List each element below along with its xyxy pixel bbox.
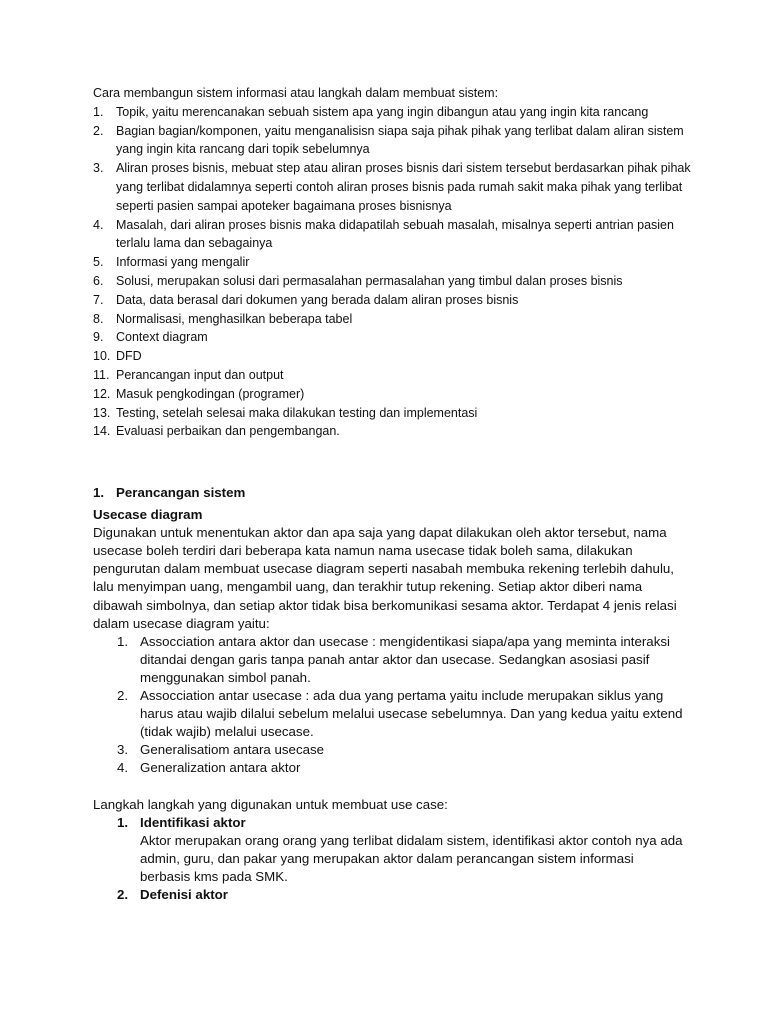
list-item: 8. Normalisasi, menghasilkan beberapa tabel <box>93 311 353 326</box>
list-item: 14. Evaluasi perbaikan dan pengembangan. <box>93 424 340 439</box>
usecase-steps-list <box>93 814 683 904</box>
list-item: 13. Testing, setelah selesai maka dilakukan testing dan implementasi <box>93 405 478 420</box>
list-item: 2. Bagian bagian/komponen, yaitu menganalisisn siapa saja pihak pihak yang terlibat dalam aliran sistem yang ingin kita rancang dari topik sebelumnya <box>93 123 684 157</box>
list-item: 10. DFD <box>93 349 142 364</box>
relations-list <box>93 633 683 778</box>
list-item: 1. Assocciation antara aktor dan usecase : mengidentikasi siapa/apa yang meminta interaksi ditandai dengan garis tanpa panah antar aktor dan usecase. Sedangkan asosiasi pasif menggunakan simbol panah. <box>117 633 670 685</box>
steps-intro: Langkah langkah yang digunakan untuk membuat use case: <box>93 796 448 812</box>
system-steps-list <box>93 103 693 441</box>
list-item: 1. Topik, yaitu merencanakan sebuah sistem apa yang ingin dibangun atau yang ingin kita rancang <box>93 104 649 119</box>
section-subheading: Usecase diagram <box>93 507 203 523</box>
section1-intro: Cara membangun sistem informasi atau langkah dalam membuat sistem: <box>93 86 499 100</box>
step-description: Aktor merupakan orang orang yang terlibat didalam sistem, identifikasi aktor contoh nya ada admin, guru, dan pakar yang merupakan aktor dalam perancangan sistem informasi berbasis kms pada SMK. <box>140 832 683 884</box>
step-title: Defenisi aktor <box>140 886 228 902</box>
list-item: 1. Identifikasi aktor Aktor merupakan orang orang yang terlibat didalam sistem, identifikasi aktor contoh nya ada admin, guru, dan pakar yang merupakan aktor dalam perancangan sistem informasi berbasis kms pada SMK. <box>93 814 683 886</box>
list-item: 12. Masuk pengkodingan (programer) <box>93 386 305 401</box>
list-item: 4. Generalization antara aktor <box>117 760 301 776</box>
section-heading: 1. Perancangan sistem <box>93 485 246 500</box>
list-item: 4. Masalah, dari aliran proses bisnis maka didapatilah sebuah masalah, misalnya seperti antrian pasien terlalu lama dan sebagainya <box>93 217 674 251</box>
list-item: 2. Defenisi aktor <box>93 886 683 904</box>
list-item: 7. Data, data berasal dari dokumen yang berada dalam aliran proses bisnis <box>93 292 519 307</box>
list-item: 11. Perancangan input dan output <box>93 367 284 382</box>
system-design-section <box>93 484 683 904</box>
list-item: 3. Generalisatiom antara usecase <box>117 742 325 758</box>
list-item: 5. Informasi yang mengalir <box>93 255 250 270</box>
list-item: 9. Context diagram <box>93 330 208 345</box>
list-item: 2. Assocciation antar usecase : ada dua yang pertama yaitu include merupakan siklus yang harus atau wajib dilalui sebelum melalui usecase sebelumnya. Dan yang kedua yaitu extend (tidak wajib) melalui usecase. <box>117 688 683 740</box>
step-title: Identifikasi aktor <box>140 814 246 830</box>
list-item: 6. Solusi, merupakan solusi dari permasalahan permasalahan yang timbul dalan proses bisnis <box>93 273 623 288</box>
usecase-paragraph: Digunakan untuk menentukan aktor dan apa saja yang dapat dilakukan oleh aktor tersebut, nama usecase boleh terdiri dari beberapa kata namun nama usecase tidak boleh sama, dilakukan pengurutan dalam membuat usecase diagram seperti nasabah membuka rekening terlebih dahulu, lalu menyimpan uang, mengambil uang, dan terakhir tutup rekening. Setiap aktor diberi nama dibawah simbolnya, dan setiap aktor tidak bisa berkomunikasi sesama aktor. Terdapat 4 jenis relasi dalam usecase diagram yaitu: <box>93 525 677 631</box>
system-steps-section <box>93 84 693 441</box>
list-item: 3. Aliran proses bisnis, mebuat step atau aliran proses bisnis dari sistem tersebut berdasarkan pihak pihak yang terlibat didalamnya seperti contoh aliran proses bisnis pada rumah sakit maka pihak yang terlibat seperti pasien sampai apoteker bagaimana proses bisnisnya <box>93 161 691 213</box>
